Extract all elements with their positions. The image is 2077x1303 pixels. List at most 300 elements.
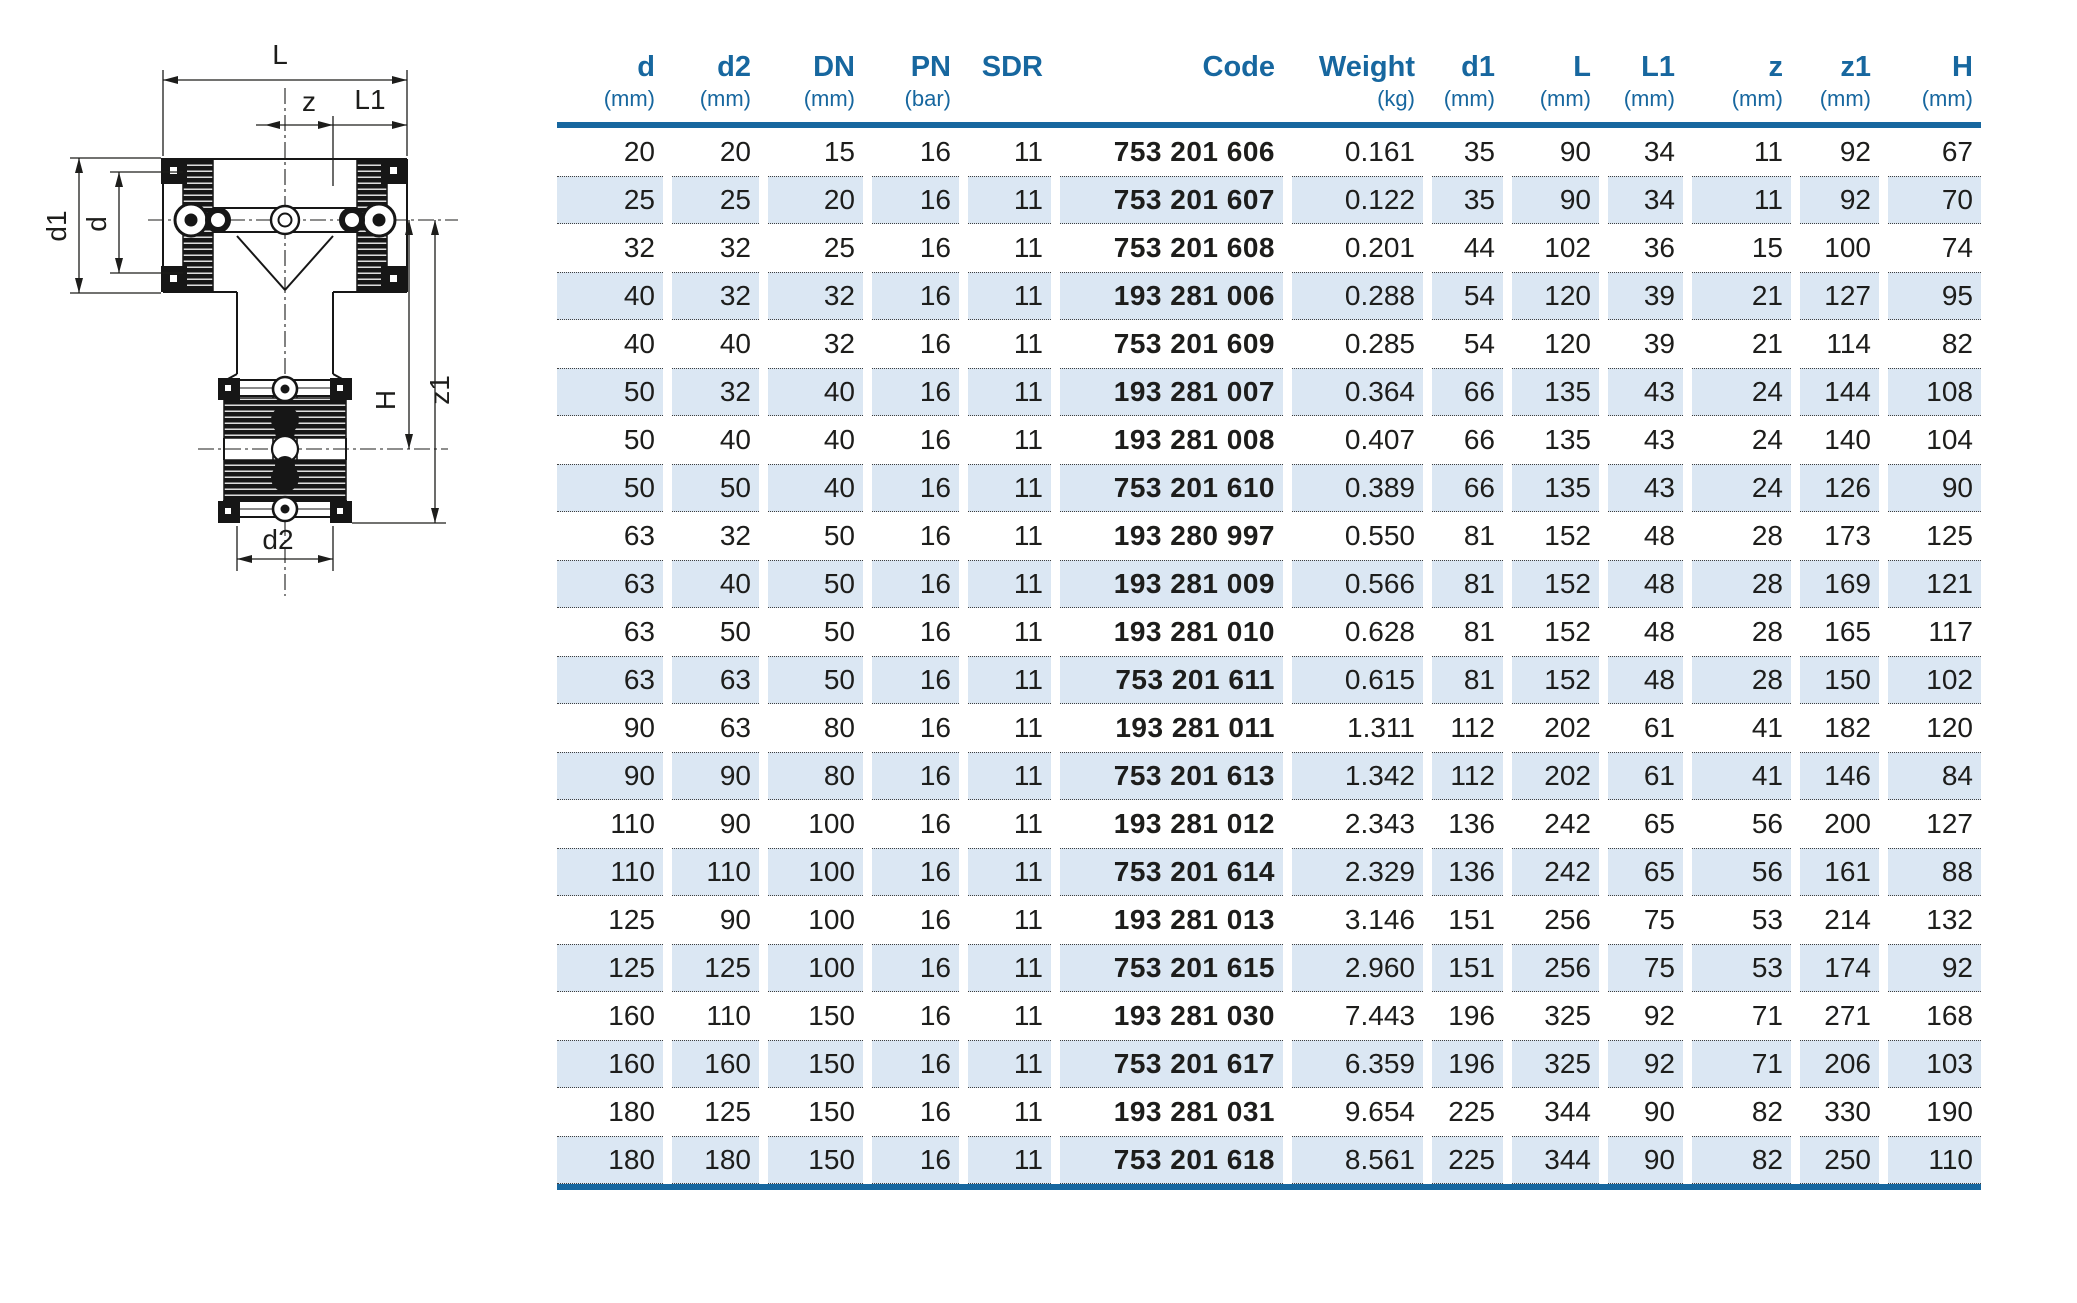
cell-d2: 40 bbox=[719, 424, 751, 455]
cell-code: 193 281 010 bbox=[1113, 616, 1275, 647]
dim-label-z: z bbox=[302, 86, 316, 117]
cell-d1: 196 bbox=[1448, 1000, 1495, 1031]
cell-Weight: 1.342 bbox=[1292, 752, 1423, 800]
cell-L: 120 bbox=[1544, 328, 1591, 359]
cell-SDR: 11 bbox=[968, 1136, 1051, 1184]
column-unit: (mm) bbox=[699, 86, 751, 111]
table-row-10 bbox=[557, 560, 1981, 608]
cell-z: 56 bbox=[1751, 808, 1783, 839]
cell-Weight: 0.566 bbox=[1292, 560, 1423, 608]
cell-z: 41 bbox=[1751, 712, 1783, 743]
table-row-21 bbox=[557, 1088, 1981, 1136]
cell-SDR: 11 bbox=[968, 176, 1051, 224]
cell-d: 160 bbox=[608, 1000, 655, 1031]
cell-z: 53 bbox=[1692, 944, 1791, 992]
table-row-3 bbox=[557, 224, 1981, 272]
cell-SDR: 11 bbox=[1013, 328, 1043, 359]
column-header-d2: d2 bbox=[717, 51, 751, 83]
cell-d2: 90 bbox=[672, 752, 759, 800]
cell-d2: 32 bbox=[719, 232, 751, 263]
cell-SDR: 11 bbox=[968, 560, 1051, 608]
cell-H: 108 bbox=[1888, 368, 1981, 416]
cell-L1: 92 bbox=[1608, 1040, 1683, 1088]
cell-L1: 48 bbox=[1608, 560, 1683, 608]
cell-d: 50 bbox=[557, 368, 663, 416]
cell-SDR: 11 bbox=[1013, 424, 1043, 455]
technical-drawing bbox=[28, 8, 468, 608]
cell-L: 102 bbox=[1544, 232, 1591, 263]
cell-DN: 50 bbox=[823, 520, 855, 551]
cell-d2: 180 bbox=[672, 1136, 759, 1184]
table-row-14 bbox=[557, 752, 1981, 800]
cell-PN: 16 bbox=[872, 272, 959, 320]
table-row-2 bbox=[557, 176, 1981, 224]
cell-L: 152 bbox=[1544, 520, 1591, 551]
cell-L: 135 bbox=[1544, 424, 1591, 455]
cell-z: 28 bbox=[1751, 616, 1783, 647]
cell-DN: 40 bbox=[768, 368, 863, 416]
dim-label-H: H bbox=[370, 389, 401, 411]
cell-d: 160 bbox=[557, 1040, 663, 1088]
cell-Weight: 1.311 bbox=[1347, 712, 1415, 743]
cell-L1: 39 bbox=[1608, 272, 1683, 320]
cell-PN: 16 bbox=[872, 1040, 959, 1088]
cell-H: 125 bbox=[1926, 520, 1973, 551]
cell-d2: 32 bbox=[719, 520, 751, 551]
footer-rule-line bbox=[557, 1184, 1981, 1190]
cell-DN: 50 bbox=[768, 560, 863, 608]
cell-L1: 75 bbox=[1643, 904, 1675, 935]
cell-d: 63 bbox=[623, 616, 655, 647]
cell-Weight: 0.122 bbox=[1292, 176, 1423, 224]
cell-L1: 43 bbox=[1643, 424, 1675, 455]
cell-Weight: 7.443 bbox=[1344, 1000, 1415, 1031]
cell-DN: 25 bbox=[823, 232, 855, 263]
cell-d1: 136 bbox=[1432, 848, 1503, 896]
cell-d2: 25 bbox=[672, 176, 759, 224]
cell-Weight: 0.628 bbox=[1344, 616, 1415, 647]
cell-z: 71 bbox=[1751, 1000, 1783, 1031]
cell-d1: 225 bbox=[1432, 1136, 1503, 1184]
cell-DN: 100 bbox=[808, 808, 855, 839]
cell-z1: 174 bbox=[1800, 944, 1879, 992]
cell-z1: 127 bbox=[1800, 272, 1879, 320]
table-row-18 bbox=[557, 944, 1981, 992]
cell-z1: 173 bbox=[1824, 520, 1871, 551]
cell-d: 110 bbox=[557, 848, 663, 896]
cell-H: 90 bbox=[1888, 464, 1981, 512]
cell-SDR: 11 bbox=[968, 848, 1051, 896]
cell-DN: 32 bbox=[768, 272, 863, 320]
cell-d: 63 bbox=[623, 520, 655, 551]
cell-L: 90 bbox=[1559, 136, 1591, 167]
cell-d1: 54 bbox=[1432, 272, 1503, 320]
cell-d2: 125 bbox=[672, 944, 759, 992]
cell-SDR: 11 bbox=[968, 272, 1051, 320]
cell-L1: 65 bbox=[1643, 808, 1675, 839]
cell-code: 753 201 606 bbox=[1113, 136, 1275, 167]
cell-SDR: 11 bbox=[1013, 904, 1043, 935]
cell-d1: 196 bbox=[1432, 1040, 1503, 1088]
cell-d: 63 bbox=[557, 560, 663, 608]
cell-d2: 90 bbox=[719, 808, 751, 839]
cell-SDR: 11 bbox=[1013, 520, 1043, 551]
header-label-row bbox=[557, 34, 1981, 84]
cell-d: 50 bbox=[557, 464, 663, 512]
cell-L: 242 bbox=[1512, 848, 1599, 896]
table-row-20 bbox=[557, 1040, 1981, 1088]
cell-H: 88 bbox=[1888, 848, 1981, 896]
cell-SDR: 11 bbox=[968, 656, 1051, 704]
cell-z1: 206 bbox=[1800, 1040, 1879, 1088]
cell-z1: 140 bbox=[1824, 424, 1871, 455]
cell-L: 202 bbox=[1544, 712, 1591, 743]
cell-d2: 40 bbox=[719, 328, 751, 359]
column-header-L1: L1 bbox=[1641, 51, 1675, 83]
cell-L: 344 bbox=[1512, 1136, 1599, 1184]
cell-z: 82 bbox=[1692, 1136, 1791, 1184]
cell-code: 753 201 609 bbox=[1113, 328, 1275, 359]
cell-d1: 151 bbox=[1432, 944, 1503, 992]
cell-d2: 110 bbox=[706, 1000, 751, 1031]
cell-L1: 48 bbox=[1643, 616, 1675, 647]
cell-d2: 50 bbox=[672, 464, 759, 512]
cell-Weight: 0.201 bbox=[1344, 232, 1415, 263]
cell-z: 15 bbox=[1751, 232, 1783, 263]
column-header-H: H bbox=[1952, 51, 1973, 83]
cell-Weight: 0.364 bbox=[1292, 368, 1423, 416]
cell-DN: 20 bbox=[768, 176, 863, 224]
cell-code: 753 201 618 bbox=[1060, 1136, 1283, 1184]
cell-Weight: 0.285 bbox=[1344, 328, 1415, 359]
cell-Weight: 3.146 bbox=[1344, 904, 1415, 935]
column-header-z1: z1 bbox=[1840, 51, 1871, 83]
cell-L: 90 bbox=[1512, 176, 1599, 224]
cell-d1: 81 bbox=[1463, 520, 1495, 551]
cell-DN: 100 bbox=[768, 848, 863, 896]
tee-drawing-svg bbox=[28, 8, 468, 608]
table-row-16 bbox=[557, 848, 1981, 896]
column-unit: (bar) bbox=[904, 86, 951, 111]
cell-d1: 54 bbox=[1463, 328, 1495, 359]
table-row-8 bbox=[557, 464, 1981, 512]
cell-z: 11 bbox=[1692, 176, 1791, 224]
cell-L: 325 bbox=[1544, 1000, 1591, 1031]
cell-code: 753 201 610 bbox=[1060, 464, 1283, 512]
dim-label-d1: d1 bbox=[41, 210, 72, 242]
cell-z1: 126 bbox=[1800, 464, 1879, 512]
cell-DN: 50 bbox=[823, 616, 855, 647]
cell-DN: 150 bbox=[768, 1136, 863, 1184]
cell-code: 193 281 030 bbox=[1113, 1000, 1275, 1031]
cell-PN: 16 bbox=[872, 560, 959, 608]
cell-z: 71 bbox=[1692, 1040, 1791, 1088]
cell-DN: 50 bbox=[768, 656, 863, 704]
cell-Weight: 2.960 bbox=[1292, 944, 1423, 992]
cell-PN: 16 bbox=[919, 424, 951, 455]
table-row-5 bbox=[557, 320, 1981, 368]
cell-z: 28 bbox=[1692, 560, 1791, 608]
cell-H: 190 bbox=[1926, 1096, 1973, 1127]
footer-rule bbox=[557, 1184, 1981, 1190]
cell-L: 325 bbox=[1512, 1040, 1599, 1088]
table-row-4 bbox=[557, 272, 1981, 320]
cell-H: 92 bbox=[1888, 944, 1981, 992]
cell-SDR: 11 bbox=[1013, 616, 1043, 647]
cell-code: 193 281 031 bbox=[1113, 1096, 1275, 1127]
cell-PN: 16 bbox=[919, 712, 951, 743]
cell-code: 193 281 007 bbox=[1060, 368, 1283, 416]
cell-z: 24 bbox=[1692, 368, 1791, 416]
cell-L1: 34 bbox=[1608, 176, 1683, 224]
cell-Weight: 0.389 bbox=[1292, 464, 1423, 512]
cell-d: 110 bbox=[610, 808, 655, 839]
column-unit: (mm) bbox=[1443, 86, 1495, 111]
cell-z: 53 bbox=[1751, 904, 1783, 935]
cell-L1: 90 bbox=[1608, 1136, 1683, 1184]
cell-d: 180 bbox=[608, 1096, 655, 1127]
cell-L1: 90 bbox=[1643, 1096, 1675, 1127]
cell-L: 202 bbox=[1512, 752, 1599, 800]
table-row-19 bbox=[557, 992, 1981, 1040]
cell-PN: 16 bbox=[872, 176, 959, 224]
column-header-z: z bbox=[1768, 51, 1783, 83]
cell-PN: 16 bbox=[919, 616, 951, 647]
cell-L1: 61 bbox=[1608, 752, 1683, 800]
cell-code: 753 201 607 bbox=[1060, 176, 1283, 224]
cell-Weight: 0.550 bbox=[1344, 520, 1415, 551]
cell-d1: 81 bbox=[1432, 560, 1503, 608]
cell-L1: 34 bbox=[1643, 136, 1675, 167]
spec-table-wrap bbox=[548, 34, 1990, 1190]
cell-Weight: 6.359 bbox=[1292, 1040, 1423, 1088]
cell-z: 28 bbox=[1751, 520, 1783, 551]
cell-L1: 36 bbox=[1643, 232, 1675, 263]
cell-PN: 16 bbox=[919, 904, 951, 935]
table-row-7 bbox=[557, 416, 1981, 464]
cell-code: 753 201 614 bbox=[1060, 848, 1283, 896]
cell-L: 256 bbox=[1544, 904, 1591, 935]
table-row-13 bbox=[557, 704, 1981, 752]
column-header-d1: d1 bbox=[1461, 51, 1495, 83]
cell-d1: 35 bbox=[1463, 136, 1495, 167]
cell-z: 24 bbox=[1751, 424, 1783, 455]
cell-L: 120 bbox=[1512, 272, 1599, 320]
cell-PN: 16 bbox=[919, 1096, 951, 1127]
cell-d: 125 bbox=[557, 944, 663, 992]
cell-z1: 165 bbox=[1824, 616, 1871, 647]
cell-Weight: 9.654 bbox=[1344, 1096, 1415, 1127]
cell-z: 41 bbox=[1692, 752, 1791, 800]
footer-rule-cell bbox=[557, 1184, 1981, 1190]
dim-label-L: L bbox=[272, 39, 288, 70]
cell-d1: 112 bbox=[1450, 712, 1495, 743]
cell-d2: 160 bbox=[672, 1040, 759, 1088]
cell-DN: 80 bbox=[823, 712, 855, 743]
cell-SDR: 11 bbox=[1013, 232, 1043, 263]
cell-z1: 330 bbox=[1824, 1096, 1871, 1127]
cell-SDR: 11 bbox=[1013, 136, 1043, 167]
table-row-12 bbox=[557, 656, 1981, 704]
cell-PN: 16 bbox=[872, 1136, 959, 1184]
spec-table-foot bbox=[557, 1184, 1981, 1190]
cell-L: 135 bbox=[1512, 464, 1599, 512]
cell-SDR: 11 bbox=[968, 1040, 1051, 1088]
cell-z1: 169 bbox=[1800, 560, 1879, 608]
spec-table bbox=[548, 34, 1990, 1190]
cell-d1: 151 bbox=[1448, 904, 1495, 935]
cell-DN: 32 bbox=[823, 328, 855, 359]
cell-SDR: 11 bbox=[1013, 1000, 1043, 1031]
cell-d1: 81 bbox=[1432, 656, 1503, 704]
table-row-1 bbox=[557, 128, 1981, 176]
cell-d1: 112 bbox=[1432, 752, 1503, 800]
cell-z: 28 bbox=[1692, 656, 1791, 704]
cell-z: 56 bbox=[1692, 848, 1791, 896]
cell-PN: 16 bbox=[919, 808, 951, 839]
cell-z1: 200 bbox=[1824, 808, 1871, 839]
column-unit: (mm) bbox=[1921, 86, 1973, 111]
cell-d2: 32 bbox=[672, 368, 759, 416]
cell-d2: 125 bbox=[704, 1096, 751, 1127]
cell-d2: 63 bbox=[672, 656, 759, 704]
cell-L: 344 bbox=[1544, 1096, 1591, 1127]
column-unit: (mm) bbox=[1623, 86, 1675, 111]
table-row-15 bbox=[557, 800, 1981, 848]
cell-PN: 16 bbox=[872, 944, 959, 992]
cell-z: 24 bbox=[1692, 464, 1791, 512]
cell-d1: 66 bbox=[1432, 368, 1503, 416]
cell-DN: 15 bbox=[823, 136, 855, 167]
cell-d2: 110 bbox=[672, 848, 759, 896]
dim-d bbox=[110, 172, 183, 273]
cell-code: 753 201 615 bbox=[1060, 944, 1283, 992]
cell-z1: 92 bbox=[1839, 136, 1871, 167]
cell-H: 82 bbox=[1941, 328, 1973, 359]
column-unit: (mm) bbox=[803, 86, 855, 111]
cell-d: 40 bbox=[557, 272, 663, 320]
cell-Weight: 0.407 bbox=[1344, 424, 1415, 455]
cell-d2: 63 bbox=[719, 712, 751, 743]
cell-H: 168 bbox=[1926, 1000, 1973, 1031]
cell-SDR: 11 bbox=[968, 752, 1051, 800]
cell-d: 63 bbox=[557, 656, 663, 704]
dim-label-d2: d2 bbox=[262, 524, 294, 555]
column-unit: (kg) bbox=[1377, 86, 1415, 111]
column-unit bbox=[1060, 84, 1283, 122]
cell-d1: 66 bbox=[1432, 464, 1503, 512]
cell-PN: 16 bbox=[919, 232, 951, 263]
cell-d: 25 bbox=[557, 176, 663, 224]
cell-PN: 16 bbox=[872, 752, 959, 800]
cell-SDR: 11 bbox=[1013, 712, 1043, 743]
cell-d2: 32 bbox=[672, 272, 759, 320]
cell-z1: 214 bbox=[1824, 904, 1871, 935]
cell-H: 74 bbox=[1941, 232, 1973, 263]
column-unit: (mm) bbox=[603, 86, 655, 111]
cell-z1: 92 bbox=[1800, 176, 1879, 224]
cell-d1: 136 bbox=[1448, 808, 1495, 839]
cell-d: 90 bbox=[623, 712, 655, 743]
cell-code: 193 281 011 bbox=[1115, 712, 1275, 743]
cell-H: 70 bbox=[1888, 176, 1981, 224]
cell-H: 132 bbox=[1926, 904, 1973, 935]
dim-label-z1: z1 bbox=[424, 375, 455, 405]
cell-z: 11 bbox=[1753, 136, 1783, 167]
cell-H: 67 bbox=[1941, 136, 1973, 167]
cell-d: 90 bbox=[557, 752, 663, 800]
cell-L1: 61 bbox=[1643, 712, 1675, 743]
cell-d: 40 bbox=[623, 328, 655, 359]
cell-code: 753 201 611 bbox=[1060, 656, 1283, 704]
column-unit bbox=[968, 84, 1051, 122]
cell-z: 82 bbox=[1751, 1096, 1783, 1127]
cell-code: 193 281 008 bbox=[1113, 424, 1275, 455]
cell-L: 152 bbox=[1512, 656, 1599, 704]
cell-z: 21 bbox=[1751, 328, 1783, 359]
cell-d: 180 bbox=[557, 1136, 663, 1184]
column-header-Code: Code bbox=[1202, 51, 1275, 83]
cell-z1: 161 bbox=[1800, 848, 1879, 896]
cell-PN: 16 bbox=[919, 136, 951, 167]
cell-d1: 81 bbox=[1463, 616, 1495, 647]
cell-DN: 40 bbox=[768, 464, 863, 512]
column-header-PN: PN bbox=[910, 51, 951, 83]
cell-Weight: 2.329 bbox=[1292, 848, 1423, 896]
cell-H: 84 bbox=[1888, 752, 1981, 800]
cell-DN: 40 bbox=[823, 424, 855, 455]
cell-code: 753 201 617 bbox=[1060, 1040, 1283, 1088]
cell-z1: 114 bbox=[1826, 328, 1871, 359]
cell-PN: 16 bbox=[872, 464, 959, 512]
cell-Weight: 8.561 bbox=[1292, 1136, 1423, 1184]
cell-z: 21 bbox=[1692, 272, 1791, 320]
cell-code: 193 281 013 bbox=[1113, 904, 1275, 935]
cell-z1: 250 bbox=[1800, 1136, 1879, 1184]
table-row-6 bbox=[557, 368, 1981, 416]
cell-code: 753 201 608 bbox=[1113, 232, 1275, 263]
cell-d: 20 bbox=[623, 136, 655, 167]
cell-Weight: 0.288 bbox=[1292, 272, 1423, 320]
cell-d1: 66 bbox=[1463, 424, 1495, 455]
cell-L1: 75 bbox=[1608, 944, 1683, 992]
cell-DN: 100 bbox=[768, 944, 863, 992]
cell-PN: 16 bbox=[872, 848, 959, 896]
cell-H: 95 bbox=[1888, 272, 1981, 320]
cell-d2: 50 bbox=[719, 616, 751, 647]
cell-d1: 225 bbox=[1448, 1096, 1495, 1127]
cell-SDR: 11 bbox=[1013, 1096, 1043, 1127]
cell-Weight: 0.161 bbox=[1344, 136, 1415, 167]
spec-table-head bbox=[557, 34, 1981, 128]
cell-PN: 16 bbox=[919, 520, 951, 551]
table-row-22 bbox=[557, 1136, 1981, 1184]
cell-L: 135 bbox=[1512, 368, 1599, 416]
cell-L1: 43 bbox=[1608, 368, 1683, 416]
column-header-DN: DN bbox=[813, 51, 855, 83]
cell-L1: 65 bbox=[1608, 848, 1683, 896]
cell-L1: 39 bbox=[1643, 328, 1675, 359]
spec-table-body bbox=[557, 128, 1981, 1184]
cell-PN: 16 bbox=[872, 368, 959, 416]
cell-H: 102 bbox=[1888, 656, 1981, 704]
cell-d: 50 bbox=[623, 424, 655, 455]
cell-d: 125 bbox=[608, 904, 655, 935]
cell-L: 152 bbox=[1512, 560, 1599, 608]
cell-SDR: 11 bbox=[968, 944, 1051, 992]
cell-z1: 150 bbox=[1800, 656, 1879, 704]
cell-d: 32 bbox=[623, 232, 655, 263]
